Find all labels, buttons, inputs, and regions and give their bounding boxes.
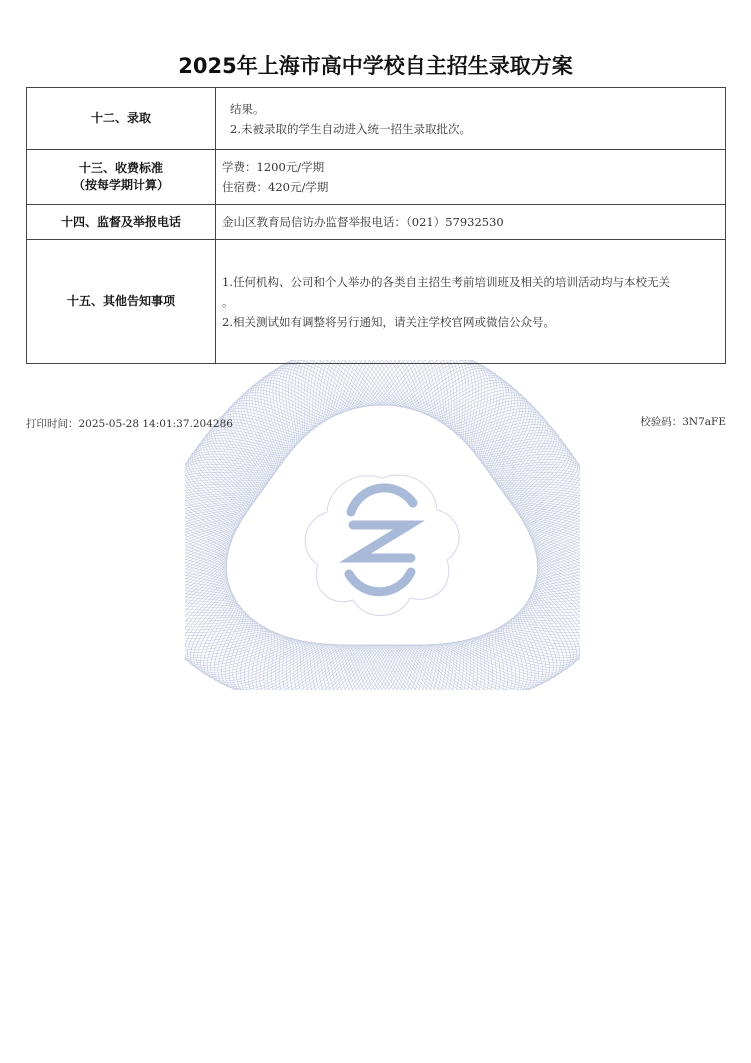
section-content (216, 205, 726, 240)
page-title: 2025年上海市高中学校自主招生录取方案 (178, 54, 573, 78)
section-content (216, 240, 726, 364)
admission-plan-table (26, 87, 726, 364)
watermark-seal (185, 360, 580, 690)
section-label: 十五、其他告知事项 (27, 240, 216, 364)
content-line: 1.任何机构、公司和个人举办的各类自主招生考前培训班及相关的培训活动均与本校无关 (222, 274, 670, 289)
section-label-line: 十三、收费标准 (78, 161, 163, 175)
section-content (216, 88, 726, 150)
content-line: 住宿费：420元/学期 (222, 180, 329, 194)
content-line: 。 (222, 294, 234, 309)
section-content (216, 150, 726, 205)
content-line: 结果。 (230, 101, 265, 116)
section-label: 十二、录取 (27, 88, 216, 150)
content-line: 金山区教育局信访办监督举报电话：（021）57932530 (222, 215, 504, 229)
print-time: 打印时间：2025-05-28 14:01:37.204286 (26, 418, 233, 430)
content-line: 2.未被录取的学生自动进入统一招生录取批次。 (230, 121, 471, 136)
section-label: 十四、监督及举报电话 (27, 205, 216, 240)
content-line: 2.相关测试如有调整将另行通知，请关注学校官网或微信公众号。 (222, 314, 555, 329)
table-row (27, 240, 726, 364)
section-label (27, 150, 216, 205)
verification-code: 校验码：3N7aFE (640, 416, 726, 428)
section-label-line: （按每学期计算） (72, 178, 169, 192)
table-row (27, 150, 726, 205)
table-row (27, 88, 726, 150)
table-row (27, 205, 726, 240)
content-line: 学费：1200元/学期 (222, 160, 325, 174)
